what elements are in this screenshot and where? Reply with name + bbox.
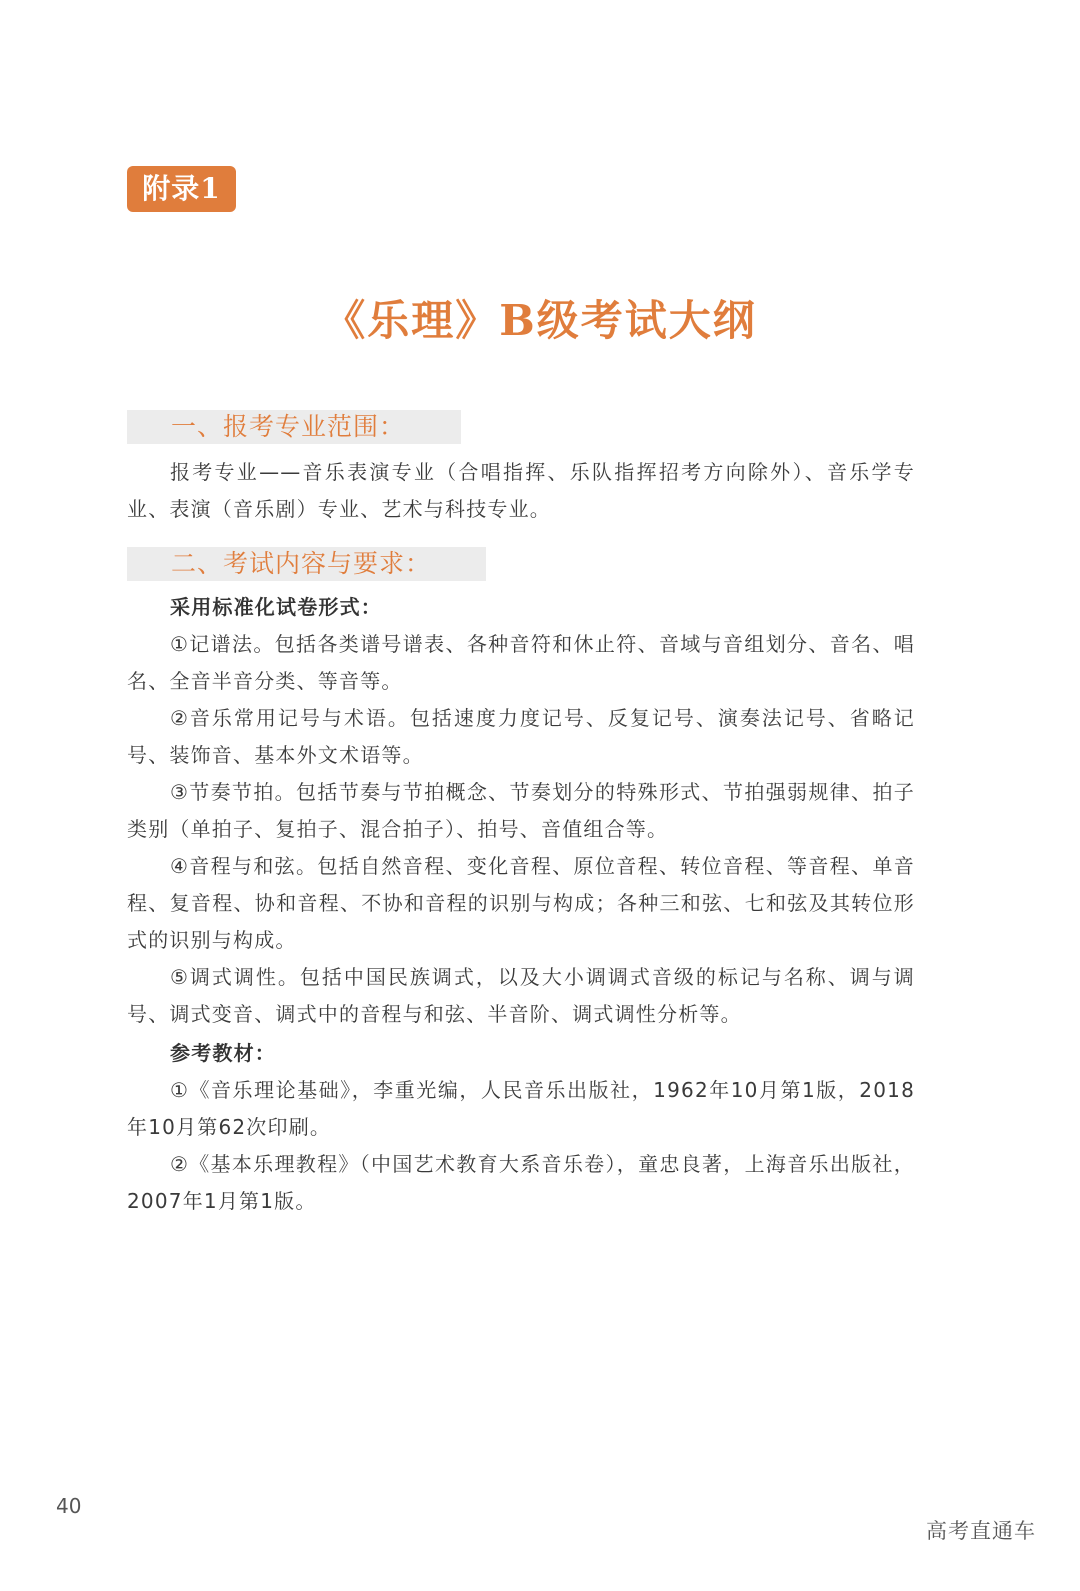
content-item-symbols: ②音乐常用记号与术语。包括速度力度记号、反复记号、演奏法记号、省略记号、装饰音、基本外文术语等。 (127, 706, 915, 767)
section-content (127, 547, 915, 1220)
scope-paragraph: 报考专业——音乐表演专业（合唱指挥、乐队指挥招考方向除外）、音乐学专业、表演（音乐剧）专业、艺术与科技专业。 (127, 460, 915, 521)
subhead-exam-format: 采用标准化试卷形式： (170, 595, 382, 619)
subhead-references: 参考教材： (170, 1041, 276, 1065)
content-item-modes: ⑤调式调性。包括中国民族调式，以及大小调调式音级的标记与名称、调与调号、调式变音、调式中的音程与和弦、半音阶、调式调性分析等。 (127, 965, 915, 1026)
section-heading-scope: 一、报考专业范围： (127, 410, 461, 444)
appendix-tag: 附录1 (127, 166, 236, 212)
content-item-notation: ①记谱法。包括各类谱号谱表、各种音符和休止符、音域与音组划分、音名、唱名、全音半音分类、等音等。 (127, 632, 915, 693)
page-number: 40 (56, 1494, 82, 1518)
reference-item-2: ②《基本乐理教程》（中国艺术教育大系音乐卷），童忠良著，上海音乐出版社，2007年1月第1版。 (127, 1152, 915, 1213)
content-item-rhythm: ③节奏节拍。包括节奏与节拍概念、节奏划分的特殊形式、节拍强弱规律、拍子类别（单拍子、复拍子、混合拍子）、拍号、音值组合等。 (127, 780, 915, 841)
watermark: 高考直通车 (926, 1519, 1036, 1543)
section-scope (127, 410, 915, 528)
section-heading-content: 二、考试内容与要求： (127, 547, 486, 581)
page-title: 《乐理》B级考试大纲 (323, 296, 757, 345)
reference-item-1: ①《音乐理论基础》，李重光编，人民音乐出版社，1962年10月第1版，2018年10月第62次印刷。 (127, 1078, 915, 1139)
content-item-intervals: ④音程与和弦。包括自然音程、变化音程、原位音程、转位音程、等音程、单音程、复音程、协和音程、不协和音程的识别与构成；各种三和弦、七和弦及其转位形式的识别与构成。 (127, 854, 915, 952)
